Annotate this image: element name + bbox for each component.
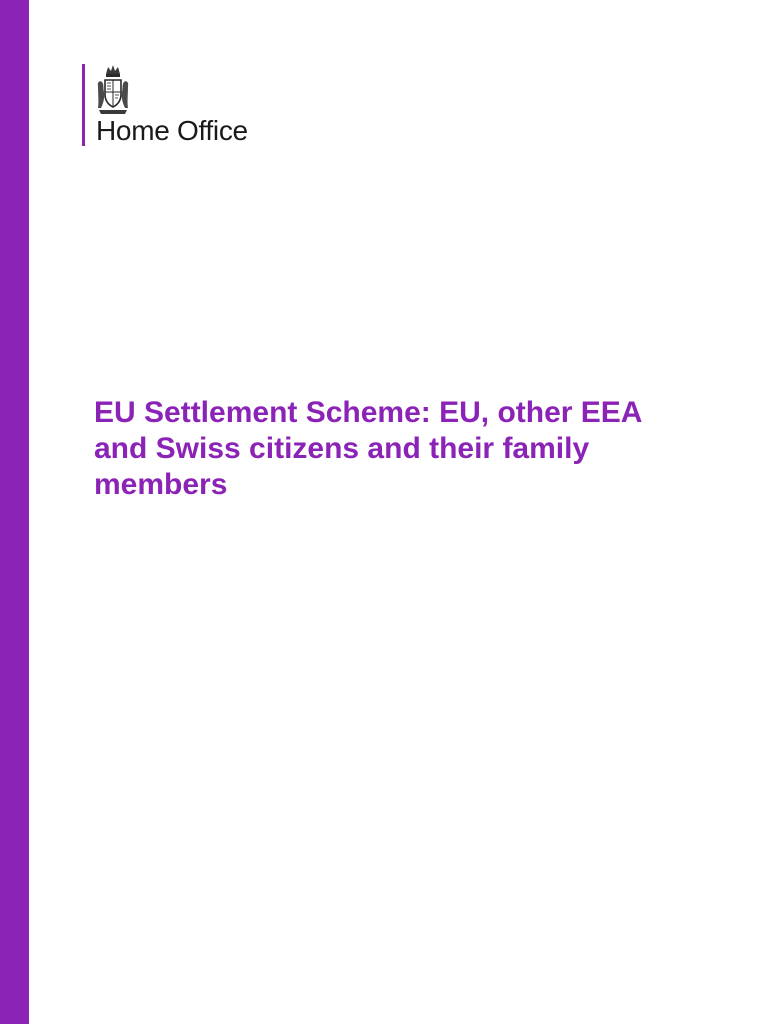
accent-side-band	[0, 0, 29, 1024]
document-title: EU Settlement Scheme: EU, other EEA and Swiss citizens and their family members	[94, 396, 642, 501]
royal-crest-icon	[95, 64, 131, 116]
organisation-name: Home Office	[96, 115, 248, 146]
home-office-logo	[82, 64, 302, 148]
logo-divider-rule	[82, 64, 85, 146]
